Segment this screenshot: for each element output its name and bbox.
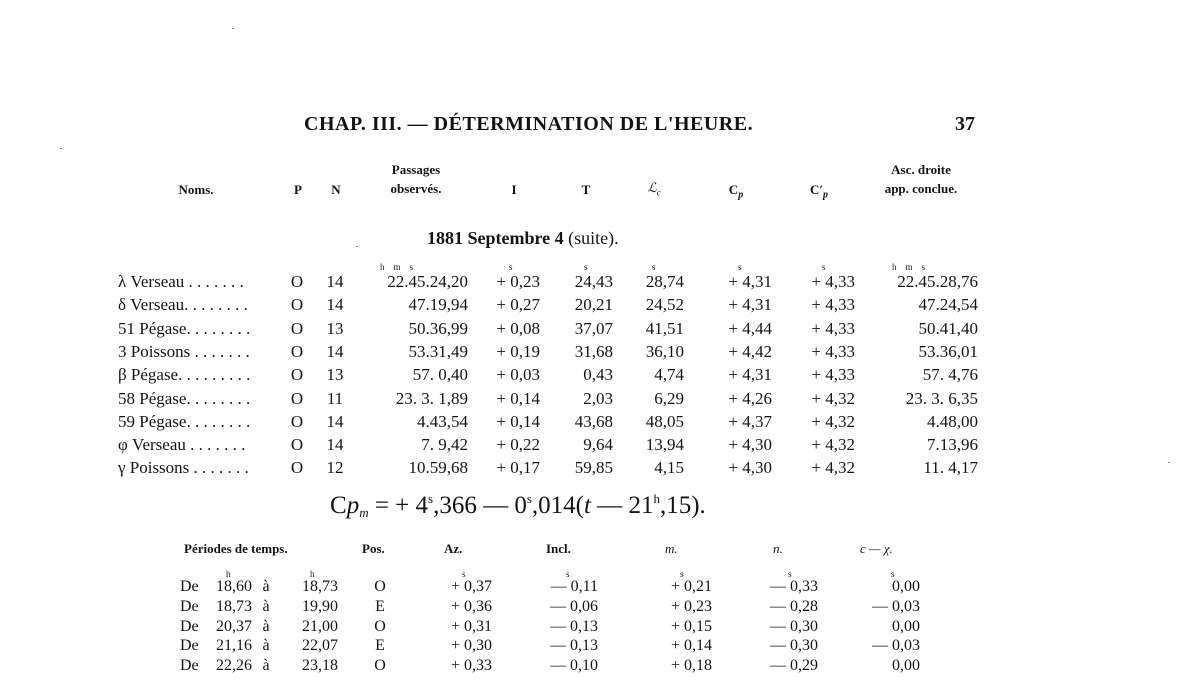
cell-a: à (262, 617, 270, 635)
cell-i: + 0,17 (496, 458, 540, 478)
unit-i: s (509, 262, 513, 272)
cell-pos: O (374, 657, 386, 675)
cell-cp: + 4,37 (728, 411, 772, 431)
t2-unit-incl: s (566, 569, 570, 579)
cell-i: + 0,23 (496, 272, 540, 291)
cell-a: à (262, 578, 270, 595)
cell-to: 23,18 (302, 657, 338, 675)
alpha-subscript: c (656, 187, 661, 198)
t2-header-pos: Pos. (362, 541, 385, 556)
cell-cpp: + 4,33 (811, 272, 855, 291)
cell-t: 59,85 (574, 458, 613, 478)
cell-cx: 0,00 (892, 657, 920, 675)
col-header-n: N (331, 182, 341, 197)
cell-de: De (180, 578, 199, 595)
t2-unit-az: s (462, 569, 466, 579)
col-header-cpp (804, 180, 834, 205)
cell-p: O (290, 341, 304, 361)
formula-v1: ,366 — 0 (433, 492, 527, 519)
cell-n: 14 (326, 295, 344, 315)
cell-m: + 0,14 (670, 637, 712, 655)
formula-sub-m: m (359, 505, 369, 520)
cell-cp: + 4,31 (728, 295, 772, 315)
cell-passage: 53.31,49 (408, 341, 468, 361)
cell-cpp: + 4,33 (811, 318, 855, 338)
cell-passage: 23. 3. 1,89 (395, 388, 468, 408)
unit-alpha: s (652, 262, 656, 272)
col-header-i: I (511, 182, 517, 197)
cell-asc: 50.41,40 (918, 318, 978, 338)
formula-c: C (330, 492, 347, 519)
cell-i: + 0,14 (496, 388, 540, 408)
cell-az: + 0,37 (450, 578, 492, 595)
cell-t: 43,68 (574, 411, 613, 431)
cell-cp: + 4,44 (728, 318, 772, 338)
period-row (0, 637, 1185, 657)
cell-i: + 0,19 (496, 341, 540, 361)
cp-symbol: C (728, 182, 739, 197)
date-suffix: (suite). (568, 228, 619, 248)
t2-unit-cx: s (891, 569, 895, 579)
cell-i: + 0,08 (496, 318, 540, 338)
print-speck (232, 28, 234, 29)
cell-cpp: + 4,33 (811, 365, 855, 385)
cell-p: O (290, 411, 304, 431)
cell-name: 58 Pégase. . . . . . . . (118, 388, 251, 408)
cell-incl: — 0,11 (550, 578, 598, 595)
cell-cpp: + 4,33 (811, 341, 855, 361)
cell-az: + 0,30 (450, 637, 492, 655)
cell-a: à (262, 597, 270, 615)
cell-de: De (180, 637, 199, 655)
formula-p: p (346, 492, 360, 519)
cell-cp: + 4,30 (728, 435, 772, 455)
t2-header-m: m. (665, 541, 678, 556)
cell-t: 37,07 (574, 318, 613, 338)
cell-cp: + 4,31 (728, 365, 772, 385)
col-header-asc-line1: Asc. droite (891, 162, 951, 177)
star-row (0, 389, 1185, 411)
cell-n: 14 (326, 411, 344, 431)
cell-a: 28,74 (645, 272, 684, 291)
col-header-names: Noms. (178, 182, 214, 197)
formula-h: h (653, 491, 660, 506)
cell-n: 14 (326, 341, 344, 361)
col-header-passages-line2: observés. (390, 181, 442, 196)
col-header-t: T (581, 182, 591, 197)
cell-t: 24,43 (574, 272, 613, 291)
unit-t: s (584, 262, 588, 272)
cell-p: O (290, 435, 304, 455)
period-row (0, 657, 1185, 677)
cell-name: φ Verseau . . . . . . . (118, 435, 246, 455)
cell-name: β Pégase. . . . . . . . . (118, 365, 251, 385)
star-row (0, 319, 1185, 341)
cell-a: à (262, 657, 270, 675)
unit-cpp: s (822, 262, 826, 272)
cell-az: + 0,36 (450, 597, 492, 615)
cell-de: De (180, 657, 199, 675)
cell-pos: E (375, 597, 385, 615)
date-line (427, 228, 619, 249)
cell-asc: 7.13,96 (927, 435, 978, 455)
cell-to: 21,00 (302, 617, 338, 635)
cell-n: 13 (326, 318, 344, 338)
t2-unit-h1: h (226, 569, 231, 579)
formula-s2: s (526, 491, 532, 506)
cell-from: 22,26 (216, 657, 252, 675)
cell-a: 13,94 (645, 435, 684, 455)
cell-i: + 0,14 (496, 411, 540, 431)
cell-name: δ Verseau. . . . . . . . (118, 295, 248, 315)
cell-cx: 0,00 (892, 578, 920, 595)
cell-cpp: + 4,32 (811, 458, 855, 478)
cell-n: — 0,30 (770, 617, 818, 635)
t2-header-periods: Périodes de temps. (184, 541, 288, 556)
cell-asc: 22.45.28,76 (897, 272, 978, 291)
cell-a: à (262, 637, 270, 655)
t2-header-cx: c — χ. (860, 541, 893, 556)
print-speck (60, 148, 62, 149)
cell-a: 4,15 (654, 458, 684, 478)
cell-p: O (290, 388, 304, 408)
cell-cp: + 4,30 (728, 458, 772, 478)
unit-asc: h m s (892, 262, 926, 272)
cell-p: O (290, 458, 304, 478)
period-row (0, 578, 1185, 598)
unit-passages: h m s (380, 262, 414, 272)
star-row (0, 458, 1185, 480)
cell-m: + 0,18 (670, 657, 712, 675)
cell-cx: — 0,03 (872, 637, 920, 655)
page-header-title: CHAP. III. — DÉTERMINATION DE L'HEURE. (304, 113, 754, 135)
clock-correction-formula (330, 491, 706, 521)
cell-cpp: + 4,33 (811, 295, 855, 315)
cell-name: 3 Poissons . . . . . . . (118, 341, 250, 361)
formula-v2: ,014( (531, 492, 584, 519)
cell-passage: 47.19,94 (408, 295, 468, 315)
cell-p: O (290, 272, 304, 291)
col-header-asc-line2: app. conclue. (884, 181, 958, 196)
formula-v4: ,15). (659, 492, 706, 519)
col-header-cp (722, 180, 750, 205)
col-header-passages (370, 160, 462, 198)
period-row (0, 598, 1185, 618)
print-speck (356, 246, 358, 247)
period-row (0, 618, 1185, 638)
cell-asc: 53.36,01 (918, 341, 978, 361)
cell-a: 48,05 (645, 411, 684, 431)
cell-to: 19,90 (302, 597, 338, 615)
cell-cx: — 0,03 (872, 597, 920, 615)
cell-cpp: + 4,32 (811, 435, 855, 455)
cell-incl: — 0,13 (550, 617, 598, 635)
cell-from: 21,16 (216, 637, 252, 655)
cell-m: + 0,23 (670, 597, 712, 615)
cell-az: + 0,33 (450, 657, 492, 675)
col-header-alpha (638, 178, 670, 203)
cell-incl: — 0,10 (550, 657, 598, 675)
cell-p: O (290, 318, 304, 338)
cell-i: + 0,27 (496, 295, 540, 315)
cell-cp: + 4,42 (728, 341, 772, 361)
cell-passage: 22.45.24,20 (387, 272, 468, 291)
cell-m: + 0,21 (670, 578, 712, 595)
cell-cpp: + 4,32 (811, 411, 855, 431)
star-row (0, 295, 1185, 317)
cell-pos: O (374, 617, 386, 635)
cell-name: 51 Pégase. . . . . . . . (118, 318, 251, 338)
cell-name: γ Poissons . . . . . . . (118, 458, 249, 478)
cell-p: O (290, 295, 304, 315)
star-row (0, 272, 1185, 294)
cell-passage: 10.59,68 (408, 458, 468, 478)
cell-from: 18,73 (216, 597, 252, 615)
cell-cpp: + 4,32 (811, 388, 855, 408)
cell-a: 4,74 (654, 365, 684, 385)
cell-n: 14 (326, 272, 344, 291)
cell-from: 18,60 (216, 578, 252, 595)
cell-asc: 57. 4,76 (922, 365, 978, 385)
cell-name: 59 Pégase. . . . . . . . (118, 411, 251, 431)
cp-subscript: p (738, 189, 744, 201)
formula-s1: s (428, 491, 434, 506)
star-row (0, 435, 1185, 457)
cell-a: 36,10 (645, 341, 684, 361)
cell-asc: 23. 3. 6,35 (905, 388, 978, 408)
cell-passage: 50.36,99 (408, 318, 468, 338)
t2-header-az: Az. (444, 541, 463, 556)
formula-v3: — 21 (590, 492, 654, 519)
cell-n: 12 (326, 458, 344, 478)
col-header-passages-line1: Passages (391, 162, 441, 177)
cell-n: — 0,30 (770, 637, 818, 655)
formula-eq: = + 4 (368, 492, 429, 519)
cell-n: 13 (326, 365, 344, 385)
cell-asc: 47.24,54 (918, 295, 978, 315)
cell-de: De (180, 617, 199, 635)
cell-from: 20,37 (216, 617, 252, 635)
cell-n: — 0,29 (770, 657, 818, 675)
cell-incl: — 0,13 (550, 637, 598, 655)
cpp-symbol: C′ (809, 182, 824, 197)
star-row (0, 365, 1185, 387)
cell-t: 0,43 (583, 365, 613, 385)
t2-unit-h2: h (310, 569, 315, 579)
formula-t: t (583, 492, 591, 519)
cell-pos: E (375, 637, 385, 655)
t2-unit-n: s (788, 569, 792, 579)
t2-header-n: n. (773, 541, 783, 556)
date-month: Septembre 4 (467, 228, 564, 248)
alpha-symbol: ℒ (647, 180, 657, 195)
cell-to: 22,07 (302, 637, 338, 655)
cell-n: — 0,28 (770, 597, 818, 615)
cell-n: 14 (326, 435, 344, 455)
page-number: 37 (955, 113, 975, 135)
cell-asc: 11. 4,17 (923, 458, 978, 478)
cell-incl: — 0,06 (550, 597, 598, 615)
cell-n: — 0,33 (770, 578, 818, 595)
cell-n: 11 (326, 388, 344, 408)
cell-t: 9,64 (583, 435, 613, 455)
star-row (0, 342, 1185, 364)
cell-i: + 0,03 (496, 365, 540, 385)
col-header-p: P (294, 182, 302, 197)
cell-a: 41,51 (645, 318, 684, 338)
cell-a: 6,29 (654, 388, 684, 408)
cell-passage: 4.43,54 (417, 411, 468, 431)
cell-passage: 57. 0,40 (412, 365, 468, 385)
cell-p: O (290, 365, 304, 385)
cell-az: + 0,31 (450, 617, 492, 635)
cell-t: 20,21 (574, 295, 613, 315)
cell-m: + 0,15 (670, 617, 712, 635)
cell-passage: 7. 9,42 (421, 435, 468, 455)
col-header-asc (860, 160, 982, 198)
cell-i: + 0,22 (496, 435, 540, 455)
cell-to: 18,73 (302, 578, 338, 595)
cell-t: 31,68 (574, 341, 613, 361)
cell-asc: 4.48,00 (927, 411, 978, 431)
cell-de: De (180, 597, 199, 615)
cell-cx: 0,00 (892, 617, 920, 635)
cell-pos: O (374, 578, 386, 595)
cell-a: 24,52 (645, 295, 684, 315)
star-row (0, 412, 1185, 434)
date-year: 1881 (427, 228, 463, 248)
cell-cp: + 4,31 (728, 272, 772, 291)
unit-cp: s (738, 262, 742, 272)
cell-t: 2,03 (583, 388, 613, 408)
cell-name: λ Verseau . . . . . . . (118, 272, 244, 291)
cell-cp: + 4,26 (728, 388, 772, 408)
t2-unit-m: s (680, 569, 684, 579)
cpp-subscript: p (823, 189, 829, 201)
t2-header-incl: Incl. (546, 541, 571, 556)
